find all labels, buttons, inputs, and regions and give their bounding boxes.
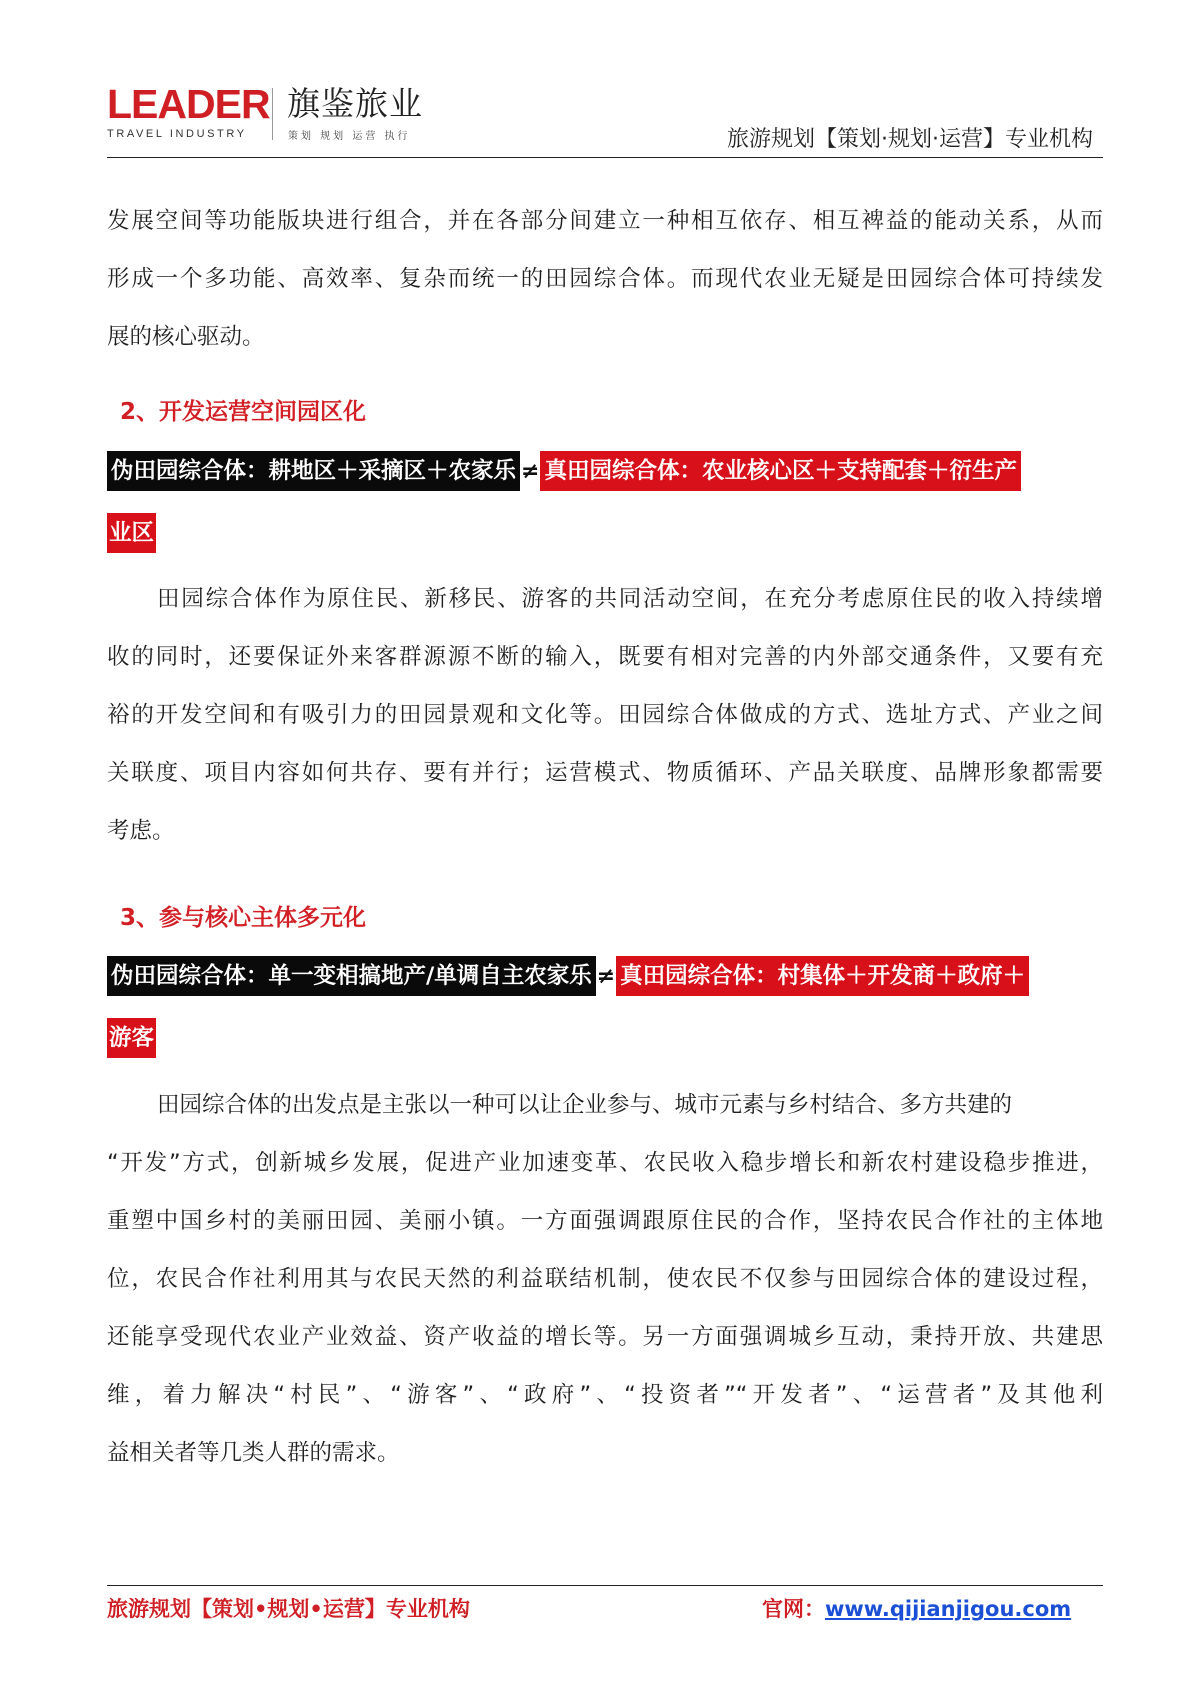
website-link[interactable]: www.qijianjigou.com xyxy=(825,1597,1072,1621)
paragraph-line: 还能享受现代农业产业效益、资产收益的增长等。另一方面强调城乡互动，秉持开放、共建思 xyxy=(107,1324,1103,1350)
paragraph-line: 发展空间等功能版块进行组合，并在各部分间建立一种相互依存、相互裨益的能动关系，从而 xyxy=(107,208,1103,234)
footer-divider xyxy=(107,1585,1103,1586)
not-equal-sign: ≠ xyxy=(596,963,616,989)
not-equal-sign: ≠ xyxy=(521,458,540,484)
footer-website xyxy=(762,1593,1071,1623)
comparison-line xyxy=(107,451,1021,491)
paragraph-line: 形成一个多功能、高效率、复杂而统一的田园综合体。而现代农业无疑是田园综合体可持续发 xyxy=(107,266,1103,292)
paragraph-line: 位，农民合作社利用其与农民天然的利益联结机制，使农民不仅参与田园综合体的建设过程， xyxy=(107,1266,1103,1292)
fake-complex-label: 伪田园综合体：单一变相搞地产/单调自主农家乐 xyxy=(107,956,596,996)
fake-complex-label: 伪田园综合体：耕地区＋采摘区＋农家乐 xyxy=(107,451,520,491)
leader-logo xyxy=(107,82,270,140)
logo-chinese-name: 旗鉴旅业 xyxy=(287,84,423,123)
section-heading: 3、参与核心主体多元化 xyxy=(120,905,367,931)
section-heading: 2、开发运营空间园区化 xyxy=(120,399,367,425)
paragraph-line: 田园综合体作为原住民、新移民、游客的共同活动空间，在充分考虑原住民的收入持续增 xyxy=(157,586,1103,612)
true-complex-label-continued: 游客 xyxy=(107,1018,156,1058)
paragraph-line: 维，着力解决“村民”、“游客”、“政府”、“投资者”“开发者”、“运营者”及其他利 xyxy=(107,1382,1103,1408)
logo-subtitle: TRAVEL INDUSTRY xyxy=(107,128,247,140)
website-label: 官网： xyxy=(762,1597,825,1621)
header-divider xyxy=(107,157,1103,158)
page-header xyxy=(107,82,1103,156)
logo-chinese-subtitle: 策划 规划 运营 执行 xyxy=(288,131,411,142)
logo-divider xyxy=(272,88,273,140)
true-complex-label-continued: 业区 xyxy=(107,513,156,553)
paragraph-line: “开发”方式，创新城乡发展，促进产业加速变革、农民收入稳步增长和新农村建设稳步推进， xyxy=(107,1150,1103,1176)
paragraph-line: 收的同时，还要保证外来客群源源不断的输入，既要有相对完善的内外部交通条件，又要有充 xyxy=(107,644,1103,670)
paragraph-line: 展的核心驱动。 xyxy=(107,324,265,350)
comparison-line xyxy=(107,956,1029,996)
paragraph-line: 裕的开发空间和有吸引力的田园景观和文化等。田园综合体做成的方式、选址方式、产业之间 xyxy=(107,702,1103,728)
paragraph-line: 益相关者等几类人群的需求。 xyxy=(107,1440,400,1466)
paragraph-line: 田园综合体的出发点是主张以一种可以让企业参与、城市元素与乡村结合、多方共建的 xyxy=(157,1092,1013,1118)
true-complex-label: 真田园综合体：村集体＋开发商＋政府＋ xyxy=(616,956,1029,996)
footer-tagline: 旅游规划【策划•规划•运营】专业机构 xyxy=(107,1597,470,1621)
comparison-line-continued xyxy=(107,1018,156,1058)
paragraph-line: 重塑中国乡村的美丽田园、美丽小镇。一方面强调跟原住民的合作，坚持农民合作社的主体地 xyxy=(107,1208,1103,1234)
comparison-line-continued xyxy=(107,513,156,553)
true-complex-label: 真田园综合体：农业核心区＋支持配套＋衍生产 xyxy=(540,451,1021,491)
paragraph-line: 考虑。 xyxy=(107,818,175,844)
logo-wordmark: LEADER xyxy=(107,81,270,127)
paragraph-line: 关联度、项目内容如何共存、要有并行；运营模式、物质循环、产品关联度、品牌形象都需要 xyxy=(107,760,1103,786)
header-tagline: 旅游规划【策划·规划·运营】专业机构 xyxy=(727,127,1093,152)
